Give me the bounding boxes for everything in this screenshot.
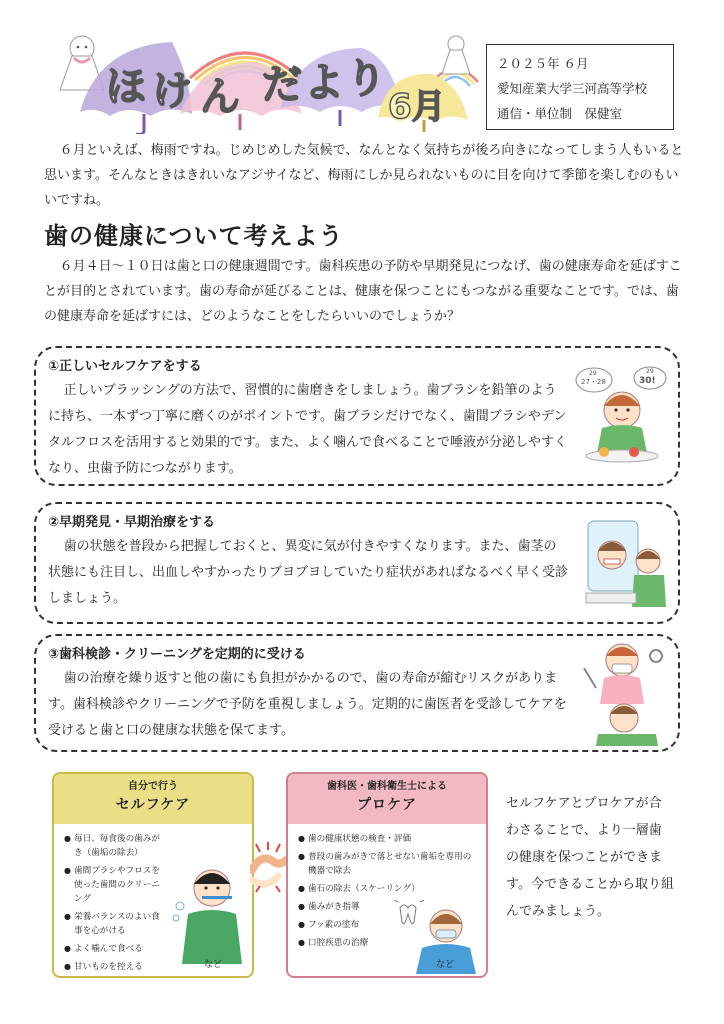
tip-title: ③歯科検診・クリーニングを定期的に受ける	[48, 647, 306, 662]
list-item: ● フッ素の塗布	[298, 918, 470, 932]
tip-box-early-detection	[34, 502, 680, 624]
tip-body: 歯の状態を普段から把握しておくと、異変に気が付きやすくなります。また、歯茎の状態にも注目し、出血しやすかったりブヨブヨしていたり症状があればなるべく早く受診しましょう。	[48, 539, 569, 606]
list-item: ● 歯石の除去（スケーリング）	[298, 882, 470, 896]
department-name: 通信・単位制 保健室	[497, 106, 623, 121]
cooperation-arms-icon	[250, 840, 288, 896]
title-char: け	[152, 68, 192, 114]
pro-care-card-header	[288, 774, 486, 824]
tip-body: 正しいブラッシングの方法で、習慣的に歯磨きをしましょう。歯ブラシを鉛筆のように持ち、一本ずつ丁寧に磨くのがポイントです。歯ブラシだけでなく、歯間ブラシやデンタルフロスを活用すると効果的です。また、よく噛んで食べることで唾液が分泌しやすくなり、虫歯予防につながります。	[48, 383, 567, 476]
tip-box-self-care	[34, 346, 680, 486]
self-care-list	[54, 824, 172, 974]
list-item: ● 甘いものを控える	[64, 960, 164, 974]
list-item: ● 普段の歯みがきで落とせない歯垢を専用の機器で除去	[298, 850, 478, 878]
list-item: ● 毎日、毎食後の歯みがき（歯垢の除去）	[64, 832, 164, 860]
bubble-left-top-text: 29	[589, 370, 597, 377]
dentist-checkup-illustration	[578, 638, 668, 748]
tip-title: ②早期発見・早期治療をする	[48, 515, 216, 530]
list-item: ● よく噛んで食べる	[64, 942, 164, 956]
self-care-title: セルフケア	[115, 797, 191, 813]
mirror-check-illustration	[584, 515, 668, 611]
title-char: だ	[262, 62, 302, 108]
tip-title: ①正しいセルフケアをする	[48, 359, 202, 374]
title-month: 6月	[388, 87, 446, 127]
list-item: ● 歯の健康状態の検査・評価	[298, 832, 470, 846]
list-item: ● 口腔疾患の治療	[298, 936, 470, 950]
issue-info-box	[486, 44, 674, 130]
self-care-card	[52, 772, 254, 978]
title-char: ん	[200, 74, 240, 120]
list-item: ● 栄養バランスのよい食事を心がける	[64, 910, 164, 938]
list-item: ● 歯間ブラシやフロスを使った歯間のクリーニング	[64, 864, 164, 906]
title-umbrella-art	[40, 18, 480, 134]
tip-body: 歯の治療を繰り返すと他の歯にも負担がかかるので、歯の寿命が縮むリスクがあります。歯科検診やクリーニングで予防を重視しましょう。定期的に歯医者を受診してケアを受けると歯と口の健康な状態を保てます。	[48, 671, 567, 738]
self-care-card-header	[54, 774, 252, 824]
pro-care-etc: など	[436, 960, 455, 970]
brushing-child-illustration	[574, 366, 668, 466]
self-care-subtitle: 自分で行う	[128, 781, 178, 792]
pro-care-title: プロケア	[357, 797, 417, 813]
section-intro-paragraph: ６月４日～１０日は歯と口の健康週間です。歯科疾患の予防や早期発見につなげ、歯の健康寿命を延ばすことが目的とされています。歯の寿命が延びることは、健康を保つことにもつながる重要なことです。では、歯の健康寿命を延ばすには、どのようなことをしたらいいのでしょうか？	[44, 259, 682, 324]
section-heading: 歯の健康について考えよう	[44, 222, 344, 250]
school-name: 愛知産業大学三河高等学校	[497, 81, 648, 96]
self-care-etc: など	[204, 960, 223, 970]
tip-box-checkup	[34, 634, 680, 752]
list-item: ● 歯みがき指導	[298, 900, 470, 914]
intro-paragraph: ６月といえば、梅雨ですね。じめじめした気候で、なんとなく気持ちが後ろ向きになってしまう人もいると思います。そんなときはきれいなアジサイなど、梅雨にしか見られないものに目を向けて季節を楽しむのもいいですね。	[44, 143, 684, 208]
summary-paragraph: セルフケアとプロケアが合わさることで、より一層歯の健康を保つことができます。今できることから取り組んでみましょう。	[506, 796, 674, 919]
title-char: ほ	[106, 64, 146, 110]
brushing-boy-illustration	[172, 858, 250, 966]
pro-care-subtitle: 歯科医・歯科衛生士による	[327, 781, 447, 792]
teru-teru-bozu-small-icon	[442, 36, 470, 74]
bubble-right-text: 30!	[639, 376, 656, 386]
header	[0, 0, 724, 132]
pro-care-card	[286, 772, 488, 978]
bubble-left-text: 27・28	[581, 378, 606, 386]
title-char: り	[346, 56, 386, 102]
title-char: よ	[304, 60, 344, 106]
bubble-right-top-text: 29	[646, 368, 654, 375]
issue-date: ２０２５年 ６月	[497, 56, 589, 71]
